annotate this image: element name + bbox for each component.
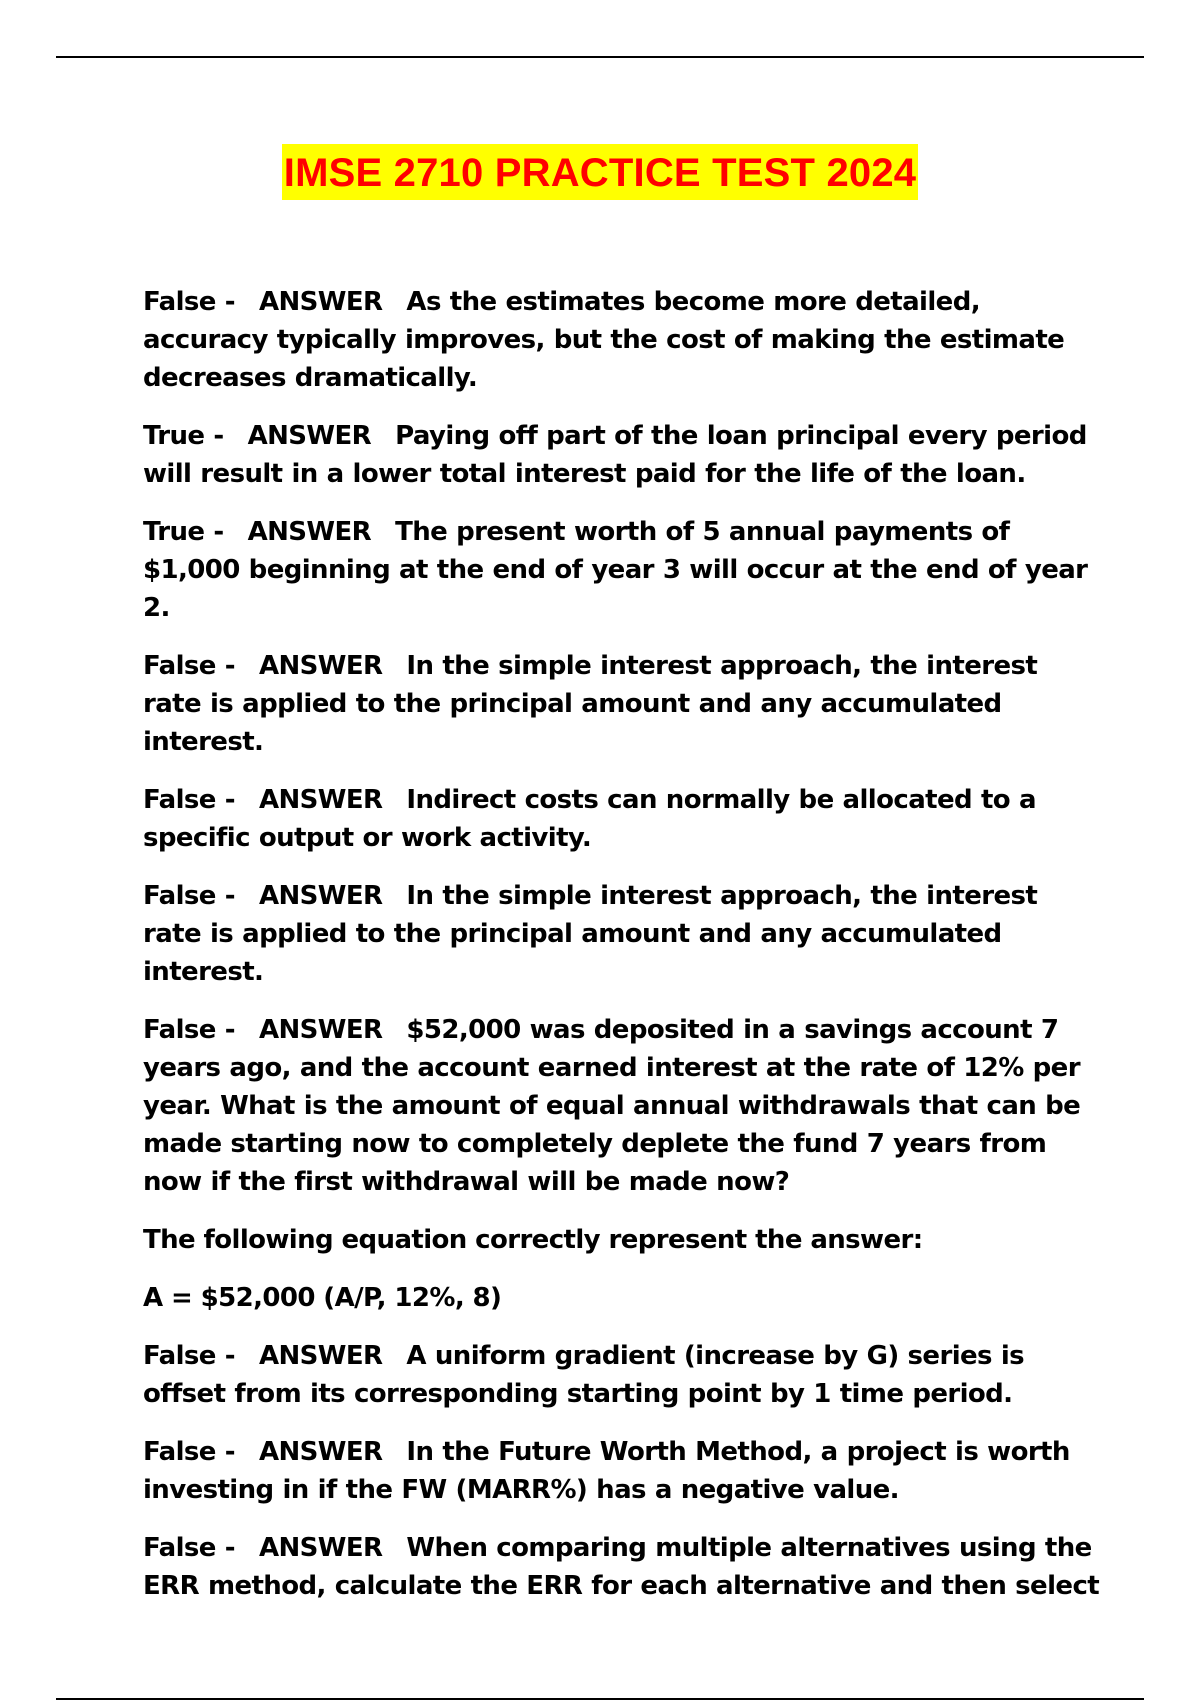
question-statement: Indirect costs can normally be allocated to a specific output or work activity. (143, 785, 1036, 853)
qa-item (143, 1337, 1103, 1413)
qa-item (143, 1529, 1103, 1605)
answer-label: ANSWER (258, 651, 383, 681)
followup-equation: A = $52,000 (A/P, 12%, 8) (143, 1283, 502, 1313)
answer-verdict: False - (143, 651, 235, 681)
answer-verdict: False - (143, 1437, 235, 1467)
answer-label: ANSWER (258, 287, 383, 317)
answer-label: ANSWER (258, 881, 383, 911)
question-statement: $52,000 was deposited in a savings account 7 years ago, and the account earned interest at the rate of 12% per year. What is the amount of equal annual withdrawals that can be made starting now to completely deplete the fund 7 years from now if the first withdrawal will be made now? (143, 1015, 1081, 1197)
answer-label: ANSWER (247, 421, 372, 451)
title-block (0, 144, 1200, 200)
answer-verdict: False - (143, 1533, 235, 1563)
answer-label: ANSWER (258, 785, 383, 815)
question-statement: Paying off part of the loan principal every period will result in a lower total interest paid for the life of the loan. (143, 421, 1087, 489)
answer-verdict: False - (143, 1015, 235, 1045)
qa-item (143, 877, 1103, 991)
answer-label: ANSWER (258, 1341, 383, 1371)
qa-item (143, 1433, 1103, 1509)
question-statement: In the simple interest approach, the interest rate is applied to the principal amount and any accumulated interest. (143, 881, 1038, 987)
question-statement: As the estimates become more detailed, accuracy typically improves, but the cost of making the estimate decreases dramatically. (143, 287, 1065, 393)
question-statement: When comparing multiple alternatives using the ERR method, calculate the ERR for each alternative and then select (143, 1533, 1100, 1601)
followup-text: The following equation correctly represent the answer: (143, 1225, 923, 1255)
page-title: IMSE 2710 PRACTICE TEST 2024 (282, 144, 919, 200)
qa-list (143, 283, 1103, 1625)
question-statement: In the Future Worth Method, a project is worth investing in if the FW (MARR%) has a negative value. (143, 1437, 1070, 1505)
question-statement: In the simple interest approach, the interest rate is applied to the principal amount and any accumulated interest. (143, 651, 1038, 757)
qa-item (143, 283, 1103, 397)
qa-item (143, 781, 1103, 857)
question-statement: A uniform gradient (increase by G) series is offset from its corresponding starting point by 1 time period. (143, 1341, 1025, 1409)
qa-item (143, 647, 1103, 761)
answer-verdict: True - (143, 517, 224, 547)
answer-verdict: False - (143, 881, 235, 911)
answer-verdict: False - (143, 287, 235, 317)
answer-label: ANSWER (247, 517, 372, 547)
answer-verdict: False - (143, 1341, 235, 1371)
answer-verdict: True - (143, 421, 224, 451)
header-rule (56, 56, 1144, 58)
qa-item (143, 1011, 1103, 1201)
qa-item (143, 417, 1103, 493)
answer-label: ANSWER (258, 1015, 383, 1045)
answer-label: ANSWER (258, 1533, 383, 1563)
qa-item (143, 513, 1103, 627)
question-statement: The present worth of 5 annual payments of $1,000 beginning at the end of year 3 will occur at the end of year 2. (143, 517, 1088, 623)
answer-verdict: False - (143, 785, 235, 815)
answer-label: ANSWER (258, 1437, 383, 1467)
